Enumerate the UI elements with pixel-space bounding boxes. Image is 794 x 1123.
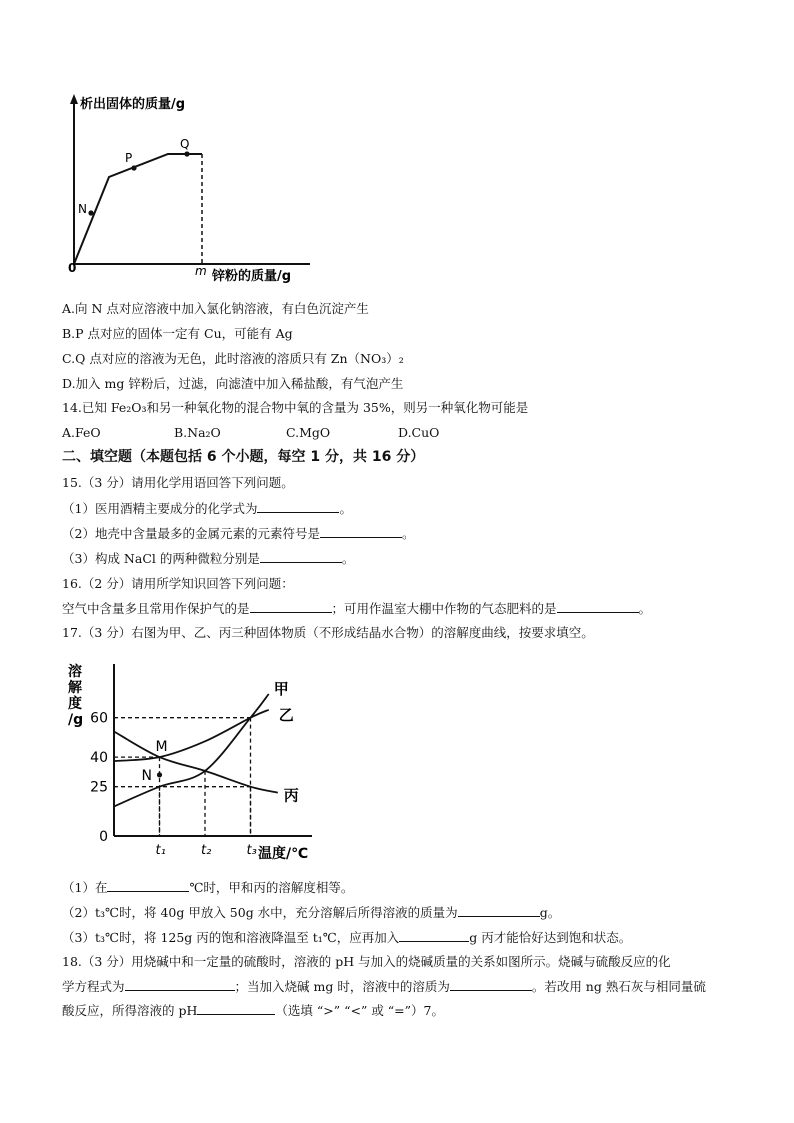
x-tick-label: t₃ (246, 843, 257, 858)
q18-line3: 酸反应，所得溶液的 pH （选填 “>” “<” 或 “=”）7。 (62, 1003, 445, 1018)
solubility-chart (62, 658, 334, 868)
answer-blank[interactable] (557, 599, 639, 613)
section-title: 二、填空题（本题包括 6 个小题，每空 1 分，共 16 分） (62, 449, 425, 465)
answer-blank[interactable] (450, 977, 532, 991)
series-curve-1 (114, 694, 269, 806)
y-axis-label-part: 溶 (68, 664, 82, 680)
answer-blank[interactable] (197, 1001, 275, 1015)
q14-option-d: D.CuO (398, 425, 440, 440)
y-tick-label: 40 (90, 750, 108, 767)
q13-option-b: B.P 点对应的固体一定有 Cu，可能有 Ag (62, 326, 293, 341)
q18-line2: 学方程式为 ；当加入烧碱 mg 时，溶液中的溶质为 。若改用 ng 熟石灰与相同量硫 (62, 979, 706, 994)
q15-sub2: （2）地壳中含量最多的金属元素的元素符号是 。 (62, 526, 415, 541)
answer-blank[interactable] (320, 524, 402, 538)
figure-zinc-precipitate (62, 92, 322, 288)
point-n (88, 210, 93, 215)
y-axis-label-part: 解 (68, 680, 82, 696)
q17-stem: 17.（3 分）右图为甲、乙、丙三种固体物质（不形成结晶水合物）的溶解度曲线，按要求填空。 (62, 625, 594, 640)
y-tick-label: 25 (90, 779, 108, 796)
q14-option-c: C.MgO (286, 425, 331, 440)
series-label: 丙 (283, 786, 299, 805)
q14-stem: 14.已知 Fe₂O₃和另一种氧化物的混合物中氧的含量为 35%，则另一种氧化物可能是 (62, 400, 529, 415)
point-n-label: N (78, 202, 87, 216)
answer-blank[interactable] (107, 878, 189, 892)
q15-sub3: （3）构成 NaCl 的两种微粒分别是 。 (62, 551, 355, 566)
answer-blank[interactable] (257, 499, 339, 513)
x-tick-label: t₂ (201, 843, 212, 858)
y-tick-label: 0 (99, 829, 108, 845)
q16-body: 空气中含量多且常用作保护气的是 ；可用作温室大棚中作物的气态肥料的是 。 (62, 601, 652, 616)
y-axis-label: 析出固体的质量/g (80, 97, 186, 112)
q17-sub1: （1）在 ℃时，甲和丙的溶解度相等。 (62, 880, 354, 895)
q15-sub1: （1）医用酒精主要成分的化学式为 。 (62, 501, 352, 516)
m-label: m (195, 264, 207, 278)
origin-label: 0 (68, 261, 77, 275)
answer-blank[interactable] (399, 928, 469, 942)
q14-options (62, 424, 510, 442)
x-axis-label: 温度/℃ (258, 846, 309, 862)
y-axis-label-part: 度 (68, 696, 82, 712)
q14-option-a: A.FeO (62, 425, 101, 440)
point-q (184, 151, 189, 156)
q17-sub3: （3）t₃℃时，将 125g 丙的饱和溶液降温至 t₁℃，应再加入 g 丙才能恰好达到饱和状态。 (62, 930, 632, 945)
point-p (131, 165, 136, 170)
q14-option-b: B.Na₂O (174, 425, 221, 440)
x-tick-label: t₁ (155, 843, 166, 858)
q13-option-a: A.向 N 点对应溶液中加入氯化钠溶液，有白色沉淀产生 (62, 301, 369, 316)
point-q-label: Q (180, 137, 190, 151)
q17-sub2: （2）t₃℃时，将 40g 甲放入 50g 水中，充分溶解后所得溶液的质量为 g。 (62, 905, 561, 920)
series-label: 乙 (278, 705, 294, 724)
q13-option-d: D.加入 mg 锌粉后，过滤，向滤渣中加入稀盐酸，有气泡产生 (62, 376, 404, 391)
answer-blank[interactable] (125, 977, 235, 991)
q18-line1: 18.（3 分）用烧碱中和一定量的硫酸时，溶液的 pH 与加入的烧碱质量的关系如图所示。烧碱与硫酸反应的化 (62, 954, 671, 969)
y-axis-arrow (70, 94, 78, 104)
point-m-label: M (155, 739, 168, 756)
point-n (157, 772, 162, 777)
y-axis-label-part: /g (68, 712, 84, 728)
series-label: 甲 (273, 680, 289, 698)
precipitate-curve (74, 154, 202, 264)
point-n-label: N (141, 767, 152, 784)
answer-blank[interactable] (260, 549, 342, 563)
x-axis-label: 锌粉的质量/g (212, 269, 292, 284)
point-p-label: P (125, 151, 133, 165)
series-curve-3 (114, 731, 278, 792)
q15-stem: 15.（3 分）请用化学用语回答下列问题。 (62, 475, 294, 490)
q13-option-c: C.Q 点对应的溶液为无色，此时溶液的溶质只有 Zn（NO₃）₂ (62, 351, 404, 366)
q16-stem: 16.（2 分）请用所学知识回答下列问题： (62, 576, 294, 591)
answer-blank[interactable] (458, 903, 540, 917)
y-tick-label: 60 (90, 710, 108, 727)
answer-blank[interactable] (250, 599, 332, 613)
